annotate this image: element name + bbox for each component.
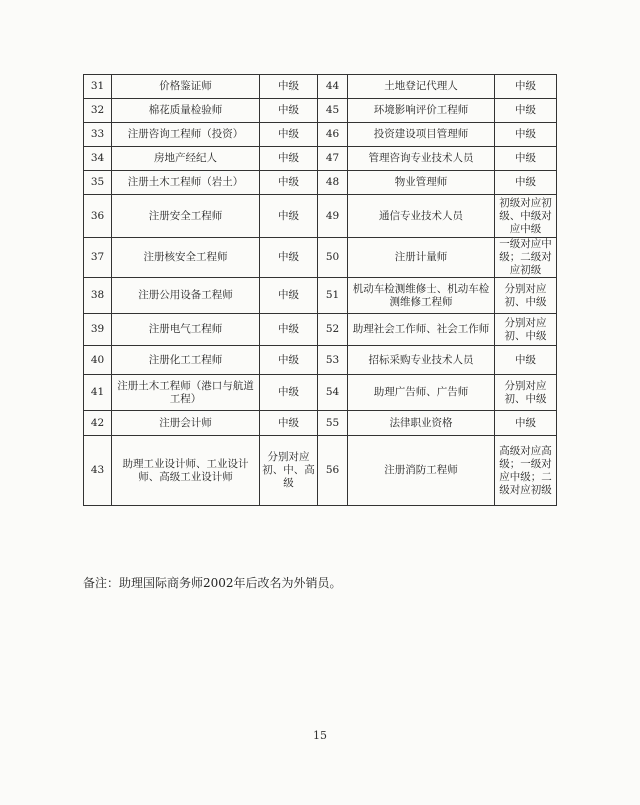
qualification-level-right: 初级对应初级、中级对应中级 [495,195,557,238]
table-row [84,436,557,506]
table-row [84,375,557,411]
row-number-left: 33 [84,123,112,147]
qualification-level-right: 中级 [495,123,557,147]
table-row [84,171,557,195]
qualification-name-left: 注册咨询工程师（投资） [112,123,260,147]
row-number-left: 35 [84,171,112,195]
qualification-level-right: 中级 [495,147,557,171]
qualification-name-right: 注册计量师 [348,238,495,278]
qualification-level-left: 中级 [260,195,318,238]
qualification-name-right: 机动车检测维修士、机动车检测维修工程师 [348,278,495,314]
qualification-name-left: 注册会计师 [112,411,260,436]
row-number-right: 44 [318,75,348,99]
table-row [84,278,557,314]
row-number-left: 42 [84,411,112,436]
row-number-left: 41 [84,375,112,411]
qualification-level-left: 中级 [260,411,318,436]
qualification-name-left: 注册土木工程师（岩土） [112,171,260,195]
qualification-name-left: 注册电气工程师 [112,314,260,346]
qualification-level-left: 中级 [260,278,318,314]
table-row [84,411,557,436]
qualification-name-left: 房地产经纪人 [112,147,260,171]
row-number-right: 51 [318,278,348,314]
qualification-level-left: 分别对应初、中、高级 [260,436,318,506]
row-number-right: 55 [318,411,348,436]
qualification-name-left: 注册化工工程师 [112,346,260,375]
qualification-level-right: 中级 [495,346,557,375]
qualification-name-right: 助理社会工作师、社会工作师 [348,314,495,346]
row-number-right: 53 [318,346,348,375]
row-number-left: 37 [84,238,112,278]
table-row [84,195,557,238]
qualification-level-left: 中级 [260,238,318,278]
qualification-level-right: 一级对应中级；二级对应初级 [495,238,557,278]
row-number-right: 49 [318,195,348,238]
page-number: 15 [313,729,327,742]
row-number-right: 45 [318,99,348,123]
table-row [84,123,557,147]
qualification-name-left: 棉花质量检验师 [112,99,260,123]
qualification-level-right: 中级 [495,75,557,99]
qualification-name-right: 招标采购专业技术人员 [348,346,495,375]
qualification-name-left: 注册土木工程师（港口与航道工程） [112,375,260,411]
qualification-level-right: 分别对应初、中级 [495,278,557,314]
row-number-left: 38 [84,278,112,314]
qualification-level-left: 中级 [260,375,318,411]
qualification-name-right: 法律职业资格 [348,411,495,436]
row-number-right: 47 [318,147,348,171]
row-number-right: 48 [318,171,348,195]
qualification-name-right: 环境影响评价工程师 [348,99,495,123]
qualification-name-left: 注册核安全工程师 [112,238,260,278]
qualification-name-right: 注册消防工程师 [348,436,495,506]
qualification-name-right: 通信专业技术人员 [348,195,495,238]
row-number-left: 34 [84,147,112,171]
qualification-name-right: 土地登记代理人 [348,75,495,99]
row-number-right: 54 [318,375,348,411]
qualification-name-right: 投资建设项目管理师 [348,123,495,147]
qualification-name-left: 助理工业设计师、工业设计师、高级工业设计师 [112,436,260,506]
qualification-level-left: 中级 [260,346,318,375]
table-row [84,314,557,346]
qualification-level-left: 中级 [260,314,318,346]
table-row [84,99,557,123]
qualification-level-right: 中级 [495,171,557,195]
row-number-right: 56 [318,436,348,506]
qualification-level-left: 中级 [260,123,318,147]
row-number-left: 36 [84,195,112,238]
row-number-left: 31 [84,75,112,99]
row-number-right: 52 [318,314,348,346]
qualification-level-left: 中级 [260,99,318,123]
qualification-name-left: 注册公用设备工程师 [112,278,260,314]
qualification-name-right: 管理咨询专业技术人员 [348,147,495,171]
qualification-level-left: 中级 [260,147,318,171]
row-number-right: 50 [318,238,348,278]
row-number-left: 43 [84,436,112,506]
qualification-name-right: 物业管理师 [348,171,495,195]
qualification-level-left: 中级 [260,75,318,99]
row-number-left: 39 [84,314,112,346]
qualification-level-right: 中级 [495,99,557,123]
qualification-table [83,74,557,506]
qualification-name-right: 助理广告师、广告师 [348,375,495,411]
table-row [84,238,557,278]
table-row [84,346,557,375]
table-row [84,75,557,99]
qualification-level-right: 分别对应初、中级 [495,375,557,411]
qualification-level-right: 中级 [495,411,557,436]
qualification-level-right: 高级对应高级；一级对应中级；二级对应初级 [495,436,557,506]
qualification-level-left: 中级 [260,171,318,195]
qualification-table-body [84,75,557,506]
row-number-left: 40 [84,346,112,375]
qualification-level-right: 分别对应初、中级 [495,314,557,346]
row-number-left: 32 [84,99,112,123]
footnote: 备注：助理国际商务师2002年后改名为外销员。 [83,576,342,590]
table-row [84,147,557,171]
row-number-right: 46 [318,123,348,147]
qualification-name-left: 注册安全工程师 [112,195,260,238]
qualification-name-left: 价格鉴证师 [112,75,260,99]
